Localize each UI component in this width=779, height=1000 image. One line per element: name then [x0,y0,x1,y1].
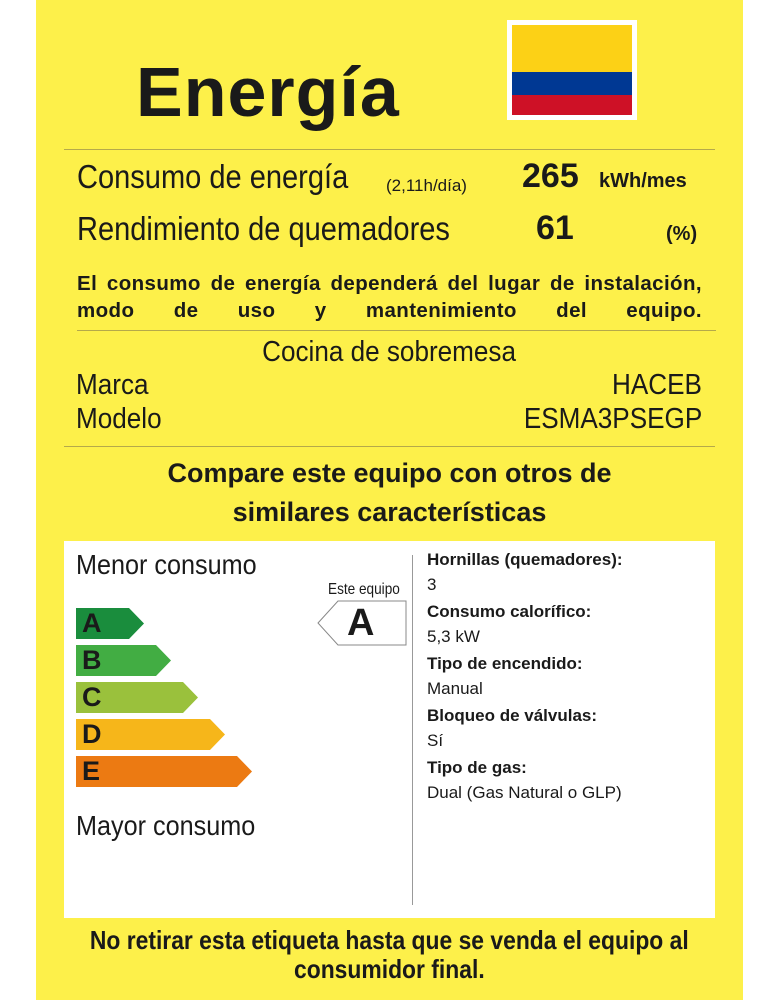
higher-consumption-label: Mayor consumo [76,810,256,841]
spec-title: Tipo de encendido: [427,654,583,673]
spec-value: 3 [427,575,437,594]
footer-line-2: consumidor final. [294,954,485,984]
divider [64,446,715,447]
current-class-letter: A [347,602,375,644]
spec-value: Manual [427,679,483,698]
spec-title: Bloqueo de válvulas: [427,706,598,725]
energy-class-b-arrow [76,645,171,676]
efficiency-value: 61 [536,209,574,247]
compare-line-1: Compare este equipo con otros de [167,458,612,488]
this-equipment-label: Este equipo [328,581,400,598]
efficiency-unit: (%) [666,223,698,245]
consumption-unit: kWh/mes [599,170,687,192]
consumption-hours: (2,11h/día) [386,176,467,195]
energy-class-letter: E [82,756,101,786]
spec-title: Hornillas (quemadores): [427,550,623,569]
consumption-label: Consumo de energía [77,158,349,195]
flag-red-stripe [512,95,632,115]
energy-class-c-arrow [76,682,198,713]
energy-class-letter: A [82,608,102,638]
divider [64,149,715,150]
colombia-flag [507,20,637,120]
brand-value: HACEB [612,369,702,401]
lower-consumption-label: Menor consumo [76,549,257,580]
spec-title: Consumo calorífico: [427,602,592,621]
energy-class-d-arrow [76,719,225,750]
label-title: Energía [136,53,400,131]
compare-line-2: similares características [232,497,547,527]
flag-blue-stripe [512,72,632,95]
product-type [36,336,743,369]
energy-class-letter: C [82,682,102,712]
energy-class-a-arrow [76,608,144,639]
compare-text [36,454,743,532]
spec-value: Sí [427,731,444,750]
consumption-note: El consumo de energía dependerá del lugar de instalación, modo de uso y mantenimiento del equipo. [77,272,702,322]
spec-value: Dual (Gas Natural o GLP) [427,783,622,802]
model-label: Modelo [76,403,162,435]
efficiency-label: Rendimiento de quemadores [77,210,450,247]
brand-label: Marca [76,369,149,401]
energy-class-e-arrow [76,756,252,787]
product-type-text: Cocina de sobremesa [262,336,517,368]
panel-divider [412,555,413,905]
comparison-panel [64,541,715,918]
spec-value: 5,3 kW [427,627,480,646]
consumption-value: 265 [522,157,579,195]
divider [77,330,716,331]
flag-yellow-stripe [512,25,632,72]
model-value: ESMA3PSEGP [523,403,702,435]
footer-warning [36,926,743,984]
footer-line-1: No retirar esta etiqueta hasta que se venda el equipo al [90,925,689,955]
energy-class-letter: B [82,645,102,675]
current-class-indicator [317,600,407,646]
energy-label [36,0,743,1000]
energy-class-letter: D [82,719,102,749]
spec-title: Tipo de gas: [427,758,527,777]
